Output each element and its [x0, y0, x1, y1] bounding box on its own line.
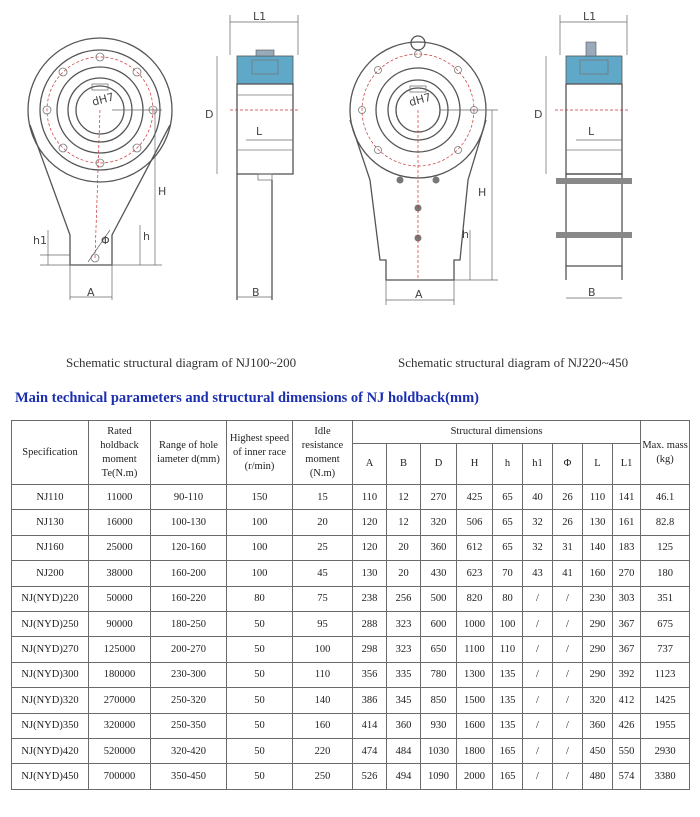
table-cell: 20 [387, 535, 421, 560]
table-cell: / [553, 662, 583, 687]
table-cell: 12 [387, 485, 421, 510]
table-cell: 100 [293, 637, 353, 662]
table-cell: 320000 [89, 713, 151, 738]
table-cell: 1000 [457, 611, 493, 636]
table-cell: / [553, 611, 583, 636]
table-cell: 290 [583, 637, 613, 662]
table-row [12, 535, 690, 560]
table-cell: 386 [353, 688, 387, 713]
table-cell: 320 [421, 510, 457, 535]
table-row [12, 637, 690, 662]
table-cell: 612 [457, 535, 493, 560]
table-cell: 298 [353, 637, 387, 662]
table-cell: 90000 [89, 611, 151, 636]
table-cell: 50 [227, 713, 293, 738]
table-cell: 15 [293, 485, 353, 510]
table-cell: 45 [293, 561, 353, 586]
table-cell: 165 [493, 764, 523, 789]
table-cell: 414 [353, 713, 387, 738]
header-rated-moment: Rated holdback moment Te(N.m) [89, 421, 151, 485]
table-cell: 780 [421, 662, 457, 687]
table-cell: 426 [613, 713, 641, 738]
table-cell: 650 [421, 637, 457, 662]
table-cell: 425 [457, 485, 493, 510]
table-cell: NJ160 [12, 535, 89, 560]
table-cell: 100 [227, 561, 293, 586]
table-cell: 11000 [89, 485, 151, 510]
header-dim-0: A [353, 444, 387, 485]
header-structural-dimensions: Structural dimensions [353, 421, 641, 444]
right-h-big-label: H [478, 186, 487, 199]
table-cell: 50000 [89, 586, 151, 611]
right-dh7-label: dH7 [407, 90, 433, 109]
specs-table-body [12, 485, 690, 790]
right-d-label: D [534, 108, 543, 121]
table-cell: 356 [353, 662, 387, 687]
header-dim-8: L1 [613, 444, 641, 485]
table-cell: NJ200 [12, 561, 89, 586]
table-cell: 75 [293, 586, 353, 611]
table-cell: 150 [227, 485, 293, 510]
table-cell: NJ(NYD)220 [12, 586, 89, 611]
table-cell: 1030 [421, 738, 457, 763]
left-dh7-label: dH7 [90, 90, 116, 109]
table-cell: / [553, 713, 583, 738]
table-cell: 65 [493, 485, 523, 510]
table-cell: NJ(NYD)320 [12, 688, 89, 713]
caption-left: Schematic structural diagram of NJ100~200 [66, 355, 297, 370]
table-cell: 120 [353, 510, 387, 535]
table-cell: 1800 [457, 738, 493, 763]
table-row [12, 713, 690, 738]
header-dim-6: Φ [553, 444, 583, 485]
table-cell: 20 [293, 510, 353, 535]
table-cell: 100 [227, 510, 293, 535]
left-a-label: A [87, 286, 95, 299]
table-cell: 25 [293, 535, 353, 560]
table-row [12, 586, 690, 611]
table-cell: 250-350 [151, 713, 227, 738]
table-cell: 100 [227, 535, 293, 560]
right-l1-label: L1 [583, 10, 597, 23]
right-b-label: B [588, 286, 596, 299]
table-cell: 820 [457, 586, 493, 611]
table-cell: 50 [227, 637, 293, 662]
table-cell: 360 [387, 713, 421, 738]
header-max-mass: Max. mass (kg) [641, 421, 690, 485]
header-dim-1: B [387, 444, 421, 485]
table-cell: 450 [583, 738, 613, 763]
table-cell: 270 [613, 561, 641, 586]
right-a-label: A [415, 288, 423, 301]
table-cell: 360 [583, 713, 613, 738]
header-dim-2: D [421, 444, 457, 485]
table-cell: 392 [613, 662, 641, 687]
table-cell: 100 [493, 611, 523, 636]
table-cell: 160 [293, 713, 353, 738]
table-cell: 250 [293, 764, 353, 789]
table-cell: 1123 [641, 662, 690, 687]
table-cell: / [523, 738, 553, 763]
table-cell: NJ(NYD)300 [12, 662, 89, 687]
table-cell: 700000 [89, 764, 151, 789]
table-cell: 125 [641, 535, 690, 560]
table-cell: 323 [387, 611, 421, 636]
table-cell: 290 [583, 662, 613, 687]
left-h-big-label: H [158, 185, 167, 198]
table-cell: 141 [613, 485, 641, 510]
table-cell: 623 [457, 561, 493, 586]
table-cell: 180 [641, 561, 690, 586]
left-l-label: L [256, 125, 263, 138]
table-cell: / [553, 637, 583, 662]
table-cell: 335 [387, 662, 421, 687]
table-cell: 494 [387, 764, 421, 789]
table-cell: 600 [421, 611, 457, 636]
table-cell: 26 [553, 510, 583, 535]
table-cell: 110 [353, 485, 387, 510]
table-cell: 506 [457, 510, 493, 535]
table-cell: 140 [293, 688, 353, 713]
table-cell: 1100 [457, 637, 493, 662]
table-cell: 135 [493, 662, 523, 687]
table-cell: 26 [553, 485, 583, 510]
header-dim-7: L [583, 444, 613, 485]
table-cell: 2000 [457, 764, 493, 789]
specs-table [11, 420, 690, 790]
table-cell: / [523, 637, 553, 662]
caption-right: Schematic structural diagram of NJ220~450 [398, 355, 629, 370]
table-row [12, 738, 690, 763]
table-row [12, 561, 690, 586]
table-cell: 288 [353, 611, 387, 636]
table-cell: 250-320 [151, 688, 227, 713]
left-l1-label: L1 [253, 10, 267, 23]
table-cell: 160-200 [151, 561, 227, 586]
table-cell: 120 [353, 535, 387, 560]
table-cell: 161 [613, 510, 641, 535]
table-cell: 50 [227, 688, 293, 713]
table-cell: 526 [353, 764, 387, 789]
table-cell: 43 [523, 561, 553, 586]
header-specification: Specification [12, 421, 89, 485]
table-cell: 32 [523, 535, 553, 560]
right-side-view [546, 15, 632, 298]
table-cell: 270000 [89, 688, 151, 713]
table-cell: 80 [493, 586, 523, 611]
table-cell: / [553, 688, 583, 713]
table-row [12, 485, 690, 510]
table-cell: / [553, 738, 583, 763]
header-highest-speed: Highest speed of inner race (r/min) [227, 421, 293, 485]
table-cell: 238 [353, 586, 387, 611]
table-cell: 90-110 [151, 485, 227, 510]
table-cell: 50 [227, 611, 293, 636]
schematic-drawings [0, 0, 700, 345]
table-cell: 32 [523, 510, 553, 535]
table-cell: 360 [421, 535, 457, 560]
section-title: Main technical parameters and structural dimensions of NJ holdback(mm) [15, 390, 479, 406]
table-cell: 50 [227, 662, 293, 687]
table-cell: 100-130 [151, 510, 227, 535]
right-l-label: L [588, 125, 595, 138]
right-h-label: h [462, 228, 469, 241]
specs-table-wrapper [11, 420, 689, 790]
table-cell: 1955 [641, 713, 690, 738]
table-cell: 1300 [457, 662, 493, 687]
table-cell: 412 [613, 688, 641, 713]
table-cell: 20 [387, 561, 421, 586]
table-cell: 500 [421, 586, 457, 611]
table-cell: 230-300 [151, 662, 227, 687]
table-cell: 65 [493, 535, 523, 560]
table-cell: 135 [493, 713, 523, 738]
header-dim-3: H [457, 444, 493, 485]
left-h1-label: h1 [33, 234, 47, 247]
table-row [12, 662, 690, 687]
table-cell: 1600 [457, 713, 493, 738]
table-cell: 50 [227, 738, 293, 763]
table-cell: NJ110 [12, 485, 89, 510]
table-cell: 367 [613, 637, 641, 662]
table-cell: NJ(NYD)250 [12, 611, 89, 636]
table-cell: 323 [387, 637, 421, 662]
table-cell: 46.1 [641, 485, 690, 510]
table-cell: 135 [493, 688, 523, 713]
table-cell: 345 [387, 688, 421, 713]
table-cell: NJ130 [12, 510, 89, 535]
table-cell: 737 [641, 637, 690, 662]
table-cell: 3380 [641, 764, 690, 789]
table-row [12, 611, 690, 636]
table-cell: 550 [613, 738, 641, 763]
table-cell: 480 [583, 764, 613, 789]
table-cell: 110 [293, 662, 353, 687]
table-cell: 270 [421, 485, 457, 510]
table-cell: 95 [293, 611, 353, 636]
table-cell: 303 [613, 586, 641, 611]
table-cell: 367 [613, 611, 641, 636]
table-cell: / [553, 764, 583, 789]
table-cell: 1090 [421, 764, 457, 789]
right-front-view [350, 36, 498, 305]
table-cell: / [523, 611, 553, 636]
table-cell: 350-450 [151, 764, 227, 789]
table-cell: 320-420 [151, 738, 227, 763]
table-cell: 120-160 [151, 535, 227, 560]
table-cell: 70 [493, 561, 523, 586]
table-cell: 41 [553, 561, 583, 586]
table-cell: 25000 [89, 535, 151, 560]
table-cell: 130 [583, 510, 613, 535]
table-cell: 31 [553, 535, 583, 560]
table-cell: / [523, 662, 553, 687]
table-cell: 165 [493, 738, 523, 763]
header-idle-moment: Idle resistance moment (N.m) [293, 421, 353, 485]
table-cell: 230 [583, 586, 613, 611]
table-cell: NJ(NYD)270 [12, 637, 89, 662]
table-cell: 110 [493, 637, 523, 662]
table-cell: 130 [353, 561, 387, 586]
table-cell: 82.8 [641, 510, 690, 535]
table-cell: 125000 [89, 637, 151, 662]
table-cell: 50 [227, 764, 293, 789]
table-cell: 110 [583, 485, 613, 510]
header-dim-4: h [493, 444, 523, 485]
table-row [12, 688, 690, 713]
table-cell: 351 [641, 586, 690, 611]
table-cell: 160-220 [151, 586, 227, 611]
table-cell: 574 [613, 764, 641, 789]
table-cell: 320 [583, 688, 613, 713]
table-cell: 40 [523, 485, 553, 510]
left-side-view [217, 15, 300, 300]
table-cell: 290 [583, 611, 613, 636]
table-cell: 38000 [89, 561, 151, 586]
table-cell: / [553, 586, 583, 611]
table-cell: 80 [227, 586, 293, 611]
left-h-label: h [143, 230, 150, 243]
left-b-label: B [252, 286, 260, 299]
table-cell: 160 [583, 561, 613, 586]
table-cell: / [523, 586, 553, 611]
table-cell: 474 [353, 738, 387, 763]
left-phi-label: Φ [101, 234, 110, 247]
table-cell: 183 [613, 535, 641, 560]
table-cell: 520000 [89, 738, 151, 763]
table-cell: NJ(NYD)420 [12, 738, 89, 763]
table-cell: 65 [493, 510, 523, 535]
table-cell: NJ(NYD)450 [12, 764, 89, 789]
table-cell: 200-270 [151, 637, 227, 662]
table-cell: 140 [583, 535, 613, 560]
table-cell: 180000 [89, 662, 151, 687]
table-cell: 1425 [641, 688, 690, 713]
table-row [12, 764, 690, 789]
table-cell: 484 [387, 738, 421, 763]
table-cell: NJ(NYD)350 [12, 713, 89, 738]
table-cell: 12 [387, 510, 421, 535]
table-cell: 180-250 [151, 611, 227, 636]
table-cell: 220 [293, 738, 353, 763]
left-front-view [28, 38, 172, 300]
table-cell: / [523, 713, 553, 738]
table-cell: 430 [421, 561, 457, 586]
table-cell: / [523, 688, 553, 713]
table-row [12, 510, 690, 535]
table-cell: 1500 [457, 688, 493, 713]
table-cell: 850 [421, 688, 457, 713]
left-d-label: D [205, 108, 214, 121]
table-cell: 930 [421, 713, 457, 738]
header-dim-5: h1 [523, 444, 553, 485]
table-cell: 16000 [89, 510, 151, 535]
table-cell: 2930 [641, 738, 690, 763]
table-cell: 675 [641, 611, 690, 636]
table-cell: 256 [387, 586, 421, 611]
table-cell: / [523, 764, 553, 789]
header-hole-range: Range of hole iameter d(mm) [151, 421, 227, 485]
